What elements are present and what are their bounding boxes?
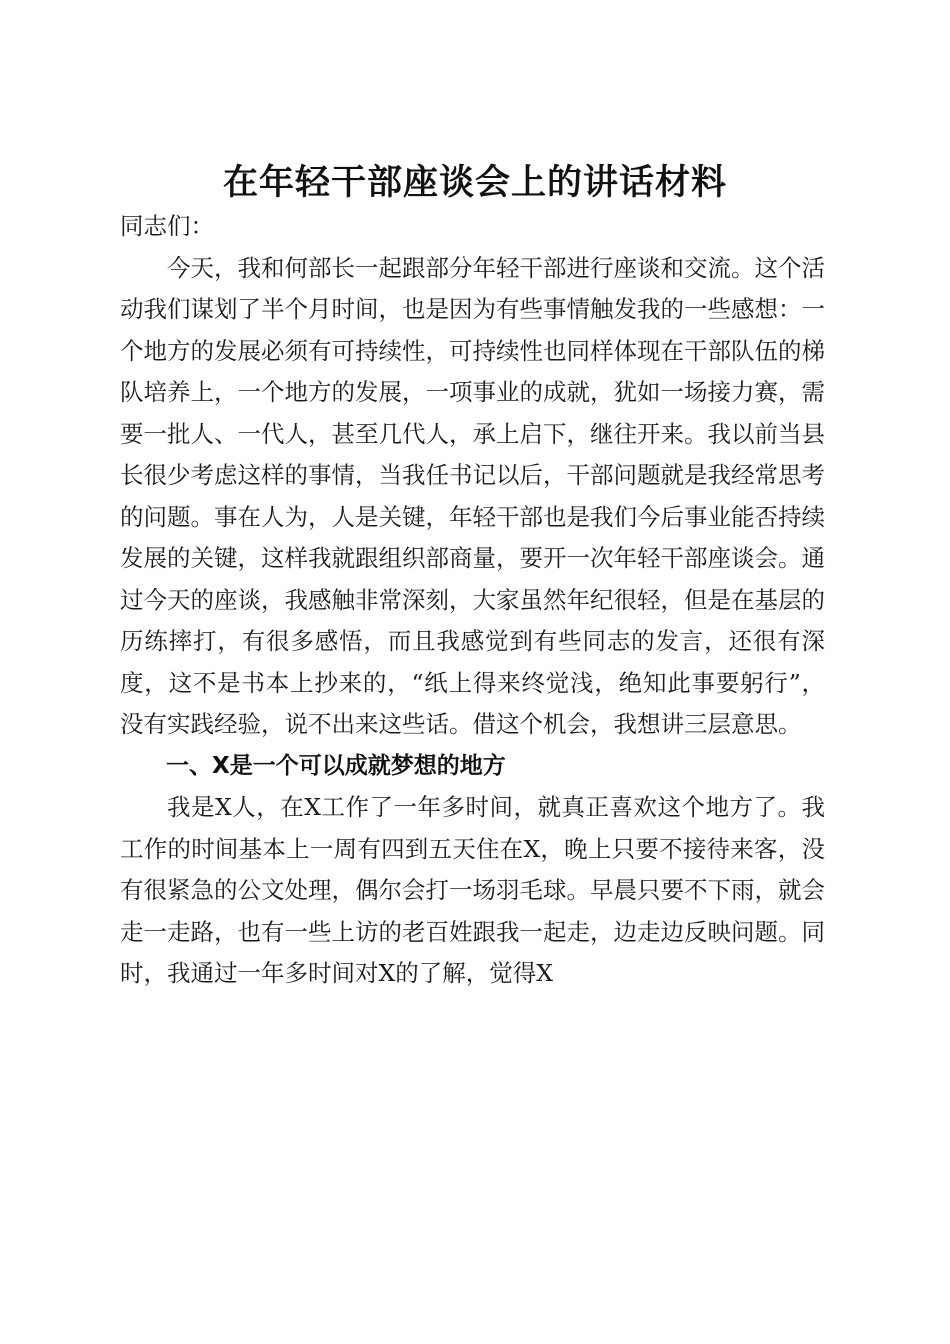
paragraph-intro: 今天，我和何部长一起跟部分年轻干部进行座谈和交流。这个活动我们谋划了半个月时间，也是因为有些事情触发我的一些感想：一个地方的发展必须有可持续性，可持续性也同样体现在干部队伍的梯队培养上，一个地方的发展，一项事业的成就，犹如一场接力赛，需要一批人、一代人，甚至几代人，承上启下，继往开来。我以前当县长很少考虑这样的事情，当我任书记以后，干部问题就是我经常思考的问题。事在人为，人是关键，年轻干部也是我们今后事业能否持续发展的关键，这样我就跟组织部商量，要开一次年轻干部座谈会。通过今天的座谈，我感触非常深刻，大家虽然年纪很轻，但是在基层的历练摔打，有很多感悟，而且我感觉到有些同志的发言，还很有深度，这不是书本上抄来的，“纸上得来终觉浅，绝知此事要躬行”，没有实践经验，说不出来这些话。借这个机会，我想讲三层意思。 [120, 253, 825, 738]
salutation: 同志们： [120, 212, 214, 240]
document-body [120, 206, 825, 995]
paragraph-section-1: 我是X人，在X工作了一年多时间，就真正喜欢这个地方了。我工作的时间基本上一周有四到五天住在X，晚上只要不接待来客，没有很紧急的公文处理，偶尔会打一场羽毛球。早晨只要不下雨，就会走一走路，也有一些上访的老百姓跟我一起走，边走边反映问题。同时，我通过一年多时间对X的了解，觉得X [120, 793, 825, 987]
section-heading-1: 一、X是一个可以成就梦想的地方 [166, 752, 506, 779]
document-title: 在年轻干部座谈会上的讲话材料 [222, 162, 727, 204]
